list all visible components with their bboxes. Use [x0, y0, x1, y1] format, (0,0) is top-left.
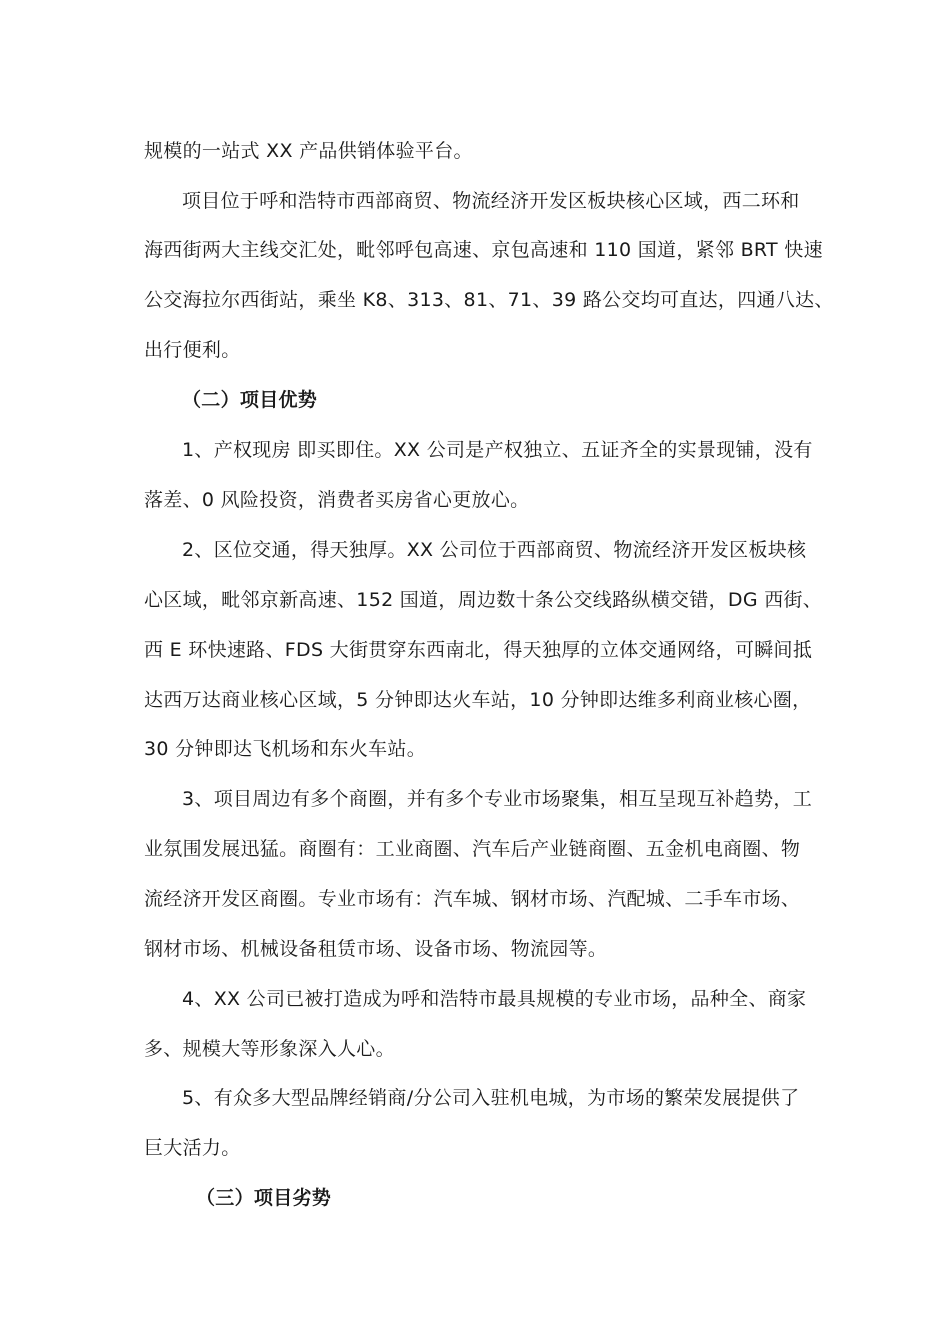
paragraph-line: 落差、0 风险投资，消费者买房省心更放心。 [144, 489, 530, 511]
paragraph-line: 达西万达商业核心区域，5 分钟即达火车站，10 分钟即达维多利商业核心圈， [144, 689, 812, 711]
paragraph-line: 3、项目周边有多个商圈，并有多个专业市场聚集，相互呈现互补趋势，工 [182, 788, 812, 810]
section-heading-disadvantages: （三）项目劣势 [196, 1187, 332, 1209]
paragraph-line: 4、XX 公司已被打造成为呼和浩特市最具规模的专业市场，品种全、商家 [182, 988, 807, 1010]
paragraph-line: 5、有众多大型品牌经销商/分公司入驻机电城，为市场的繁荣发展提供了 [182, 1087, 800, 1109]
paragraph-line: 业氛围发展迅猛。商圈有：工业商圈、汽车后产业链商圈、五金机电商圈、物 [144, 838, 801, 860]
paragraph-line: 规模的一站式 XX 产品供销体验平台。 [144, 140, 473, 162]
paragraph-line: 2、区位交通，得天独厚。XX 公司位于西部商贸、物流经济开发区板块核 [182, 539, 807, 561]
paragraph-line: 西 E 环快速路、FDS 大街贯穿东西南北，得天独厚的立体交通网络，可瞬间抵 [144, 639, 813, 661]
paragraph-line: 30 分钟即达飞机场和东火车站。 [144, 738, 427, 760]
paragraph-line: 钢材市场、机械设备租赁市场、设备市场、物流园等。 [144, 938, 608, 960]
section-heading-advantages: （二）项目优势 [182, 389, 318, 411]
paragraph-line: 项目位于呼和浩特市西部商贸、物流经济开发区板块核心区域，西二环和 [182, 190, 800, 212]
paragraph-line: 公交海拉尔西街站，乘坐 K8、313、81、71、39 路公交均可直达，四通八达、 [144, 289, 834, 311]
paragraph-line: 流经济开发区商圈。专业市场有：汽车城、钢材市场、汽配城、二手车市场、 [144, 888, 801, 910]
paragraph-line: 1、产权现房 即买即住。XX 公司是产权独立、五证齐全的实景现铺，没有 [182, 439, 813, 461]
paragraph-line: 出行便利。 [144, 339, 241, 361]
paragraph-line: 心区域，毗邻京新高速、152 国道，周边数十条公交线路纵横交错，DG 西街、 [144, 589, 823, 611]
paragraph-line: 巨大活力。 [144, 1137, 241, 1159]
paragraph-line: 海西街两大主线交汇处，毗邻呼包高速、京包高速和 110 国道，紧邻 BRT 快速 [144, 239, 823, 261]
paragraph-line: 多、规模大等形象深入人心。 [144, 1038, 395, 1060]
